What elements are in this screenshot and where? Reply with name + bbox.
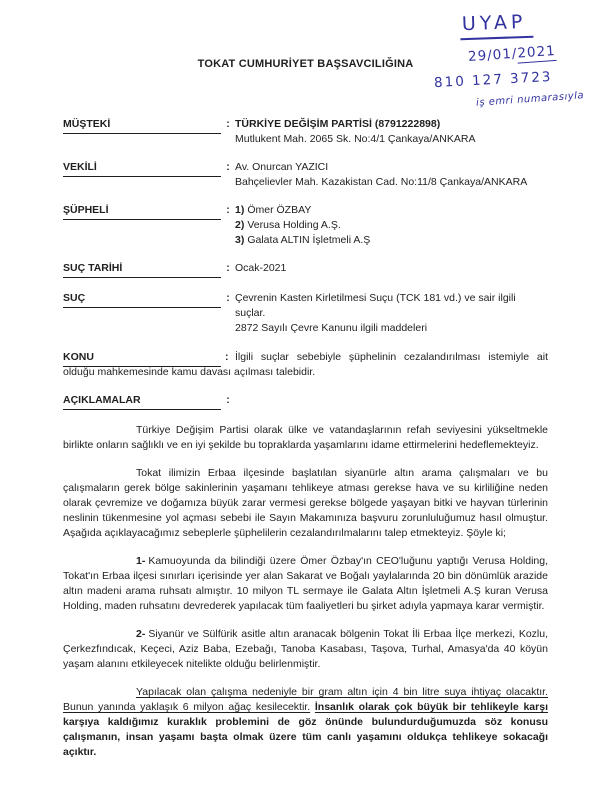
field-label-aciklamalar: AÇIKLAMALAR — [63, 393, 221, 410]
paragraph-text: Siyanür ve Sülfürik asitle altın aranacak bölgenin Tokat İli Erbaa İlçe merkezi, Kozlu, Çerkezfındıcak, Keçeci, Aziz Baba, Ezebağı, Tanoba Kasabası, Taşova, Turhal, Amasya'da 40 köyün yaşam alanını etkileyecek nitelikte olduğu belirlenmiştir. — [63, 628, 548, 670]
paragraph-text: Kamuoyunda da bilindiği üzere Ömer Özbay'ın CEO'luğunu yaptığı Verusa Holding, Tokat'ın Erbaa ilçesi sınırları içerisinde yer alan Sakarat ve Boğalı yaylalarında 20 bin dönümlük arazide altın madeni arama ruhsatı almıştır. 10 milyon TL sermaye ile Galata Altın İşletmeli A.Ş kuran Verusa Holding, maden ruhsatını devrederek yapılacak tüm faaliyetleri bu şirket adıyla yapmaya karar vermiştir. — [63, 555, 548, 612]
field-colon: : — [225, 351, 229, 363]
field-label-suc: SUÇ — [63, 291, 221, 308]
suspect-number: 2) — [235, 219, 245, 231]
paragraph-intro: Türkiye Değişim Partisi olarak ülke ve vatandaşlarının refah seviyesini yükseltmekle birlikte onların sağlıklı ve en iyi şekilde bu topraklarda yaşamlarını idame ettirmelerini hedeflemekteyiz. — [63, 424, 548, 451]
suspect-name: Verusa Holding A.Ş. — [247, 219, 341, 231]
field-colon: : — [226, 118, 230, 130]
closing-bold-text: karşıya kaldığımız kuraklık problemini de göz önünde bulundurduğumuzda söz konusu çalışmanın, insan yaşamı başta olmak üzere tüm canlı yaşamını oldukça tehlikeye sokacağı açıktır. — [63, 716, 548, 758]
attorney-name: Av. Onurcan YAZICI — [235, 161, 329, 173]
field-value-suc — [235, 291, 548, 336]
field-section — [63, 117, 548, 410]
subject-text: İlgili suçlar sebebiyle şüphelinin cezalandırılması istemiyle ait olduğu mahkemesinde kamu davası açılması talebidir. — [63, 351, 548, 378]
closing-underlined-text: Yapılacak olan çalışma nedeniyle bir gram altın için 4 bin litre suya ihtiyaç olacaktır. Bunun yanında yaklaşık 6 milyon ağaç kesilecektir. — [63, 686, 548, 713]
crime-law-reference: 2872 Sayılı Çevre Kanunu ilgili maddeleri — [235, 322, 428, 334]
paragraph-number: 2- — [136, 628, 146, 640]
field-value-supheli — [235, 203, 548, 248]
suspect-item — [235, 203, 548, 218]
handwritten-note: iş emri numarasıyla — [475, 90, 585, 109]
field-label-konu: KONU — [63, 350, 221, 367]
complainant-address: Mutlukent Mah. 2065 Sk. No:4/1 Çankaya/ANKARA — [235, 133, 476, 145]
suspect-name: Galata ALTIN İşletmeli A.Ş — [247, 234, 371, 246]
paragraph-complaint-grounds: Tokat ilimizin Erbaa ilçesinde başlatılan siyanürle altın arama çalışmaları ve bu çalışmaların gerek bölge sakinlerinin yaşamanı tehlikeye atması gerekse hava ve su kirliliğine neden olarak çevremize ve doğamıza büyük zarar vermesi gerekse bölgede yaşayan bitki ve hayvan türlerinin neslinin tükenmesine yol açması sebebi ile Sayın Makamınıza başvuru zorunluluğumuz hasıl olmuştur. Aşağıda açıklayacağımız sebeplerle şüphelilerin cezalandırılmalarını talep etmekteyiz. Şöyle ki; — [63, 467, 548, 539]
attorney-address: Bahçelievler Mah. Kazakistan Cad. No:11/8 Çankaya/ANKARA — [235, 176, 528, 188]
field-label-musteki: MÜŞTEKİ — [63, 117, 221, 134]
field-value-vekili — [235, 160, 548, 190]
field-row-musteki — [63, 117, 548, 147]
field-row-vekili — [63, 160, 548, 190]
field-value-suc-tarihi — [235, 261, 548, 276]
handwritten-uyap-label: UYAP — [460, 11, 533, 41]
crime-date: Ocak-2021 — [235, 262, 287, 274]
closing-bold-underlined-text: İnsanlık olarak çok büyük bir tehlikeyle karşı — [314, 701, 548, 713]
field-row-suc — [63, 291, 548, 336]
suspect-item — [235, 218, 548, 233]
suspect-name: Ömer ÖZBAY — [247, 204, 312, 216]
handwritten-date — [468, 43, 557, 65]
handwritten-annotation — [422, 6, 584, 114]
paragraph-item-2 — [63, 627, 548, 672]
handwritten-date-year: 2021 — [516, 42, 557, 62]
crime-description: Çevrenin Kasten Kirletilmesi Suçu (TCK 181 vd.) ve sair ilgili suçlar. — [235, 292, 516, 319]
field-label-supheli: ŞÜPHELİ — [63, 203, 221, 220]
handwritten-date-prefix: 29/01/ — [467, 45, 518, 66]
suspect-number: 1) — [235, 204, 245, 216]
suspect-item — [235, 233, 548, 248]
paragraph-number: 1- — [136, 555, 146, 567]
field-row-suc-tarihi — [63, 261, 548, 278]
field-value-musteki — [235, 117, 548, 147]
field-colon: : — [226, 161, 230, 173]
complainant-name: TÜRKİYE DEĞİŞİM PARTİSİ (8791222898) — [235, 118, 441, 130]
field-colon: : — [226, 262, 230, 274]
field-row-konu — [63, 350, 548, 380]
field-label-suc-tarihi: SUÇ TARİHİ — [63, 261, 221, 278]
document-title: TOKAT CUMHURİYET BAŞSAVCILIĞINA — [197, 58, 414, 70]
suspect-number: 3) — [235, 234, 245, 246]
field-row-aciklamalar — [63, 393, 548, 410]
field-colon: : — [226, 394, 230, 406]
handwritten-work-order-number: 810 127 3723 — [433, 68, 553, 92]
field-colon: : — [226, 204, 230, 216]
paragraph-closing — [63, 685, 548, 760]
field-colon: : — [226, 292, 230, 304]
field-label-vekili: VEKİLİ — [63, 160, 221, 177]
paragraph-item-1 — [63, 554, 548, 614]
field-row-supheli — [63, 203, 548, 248]
